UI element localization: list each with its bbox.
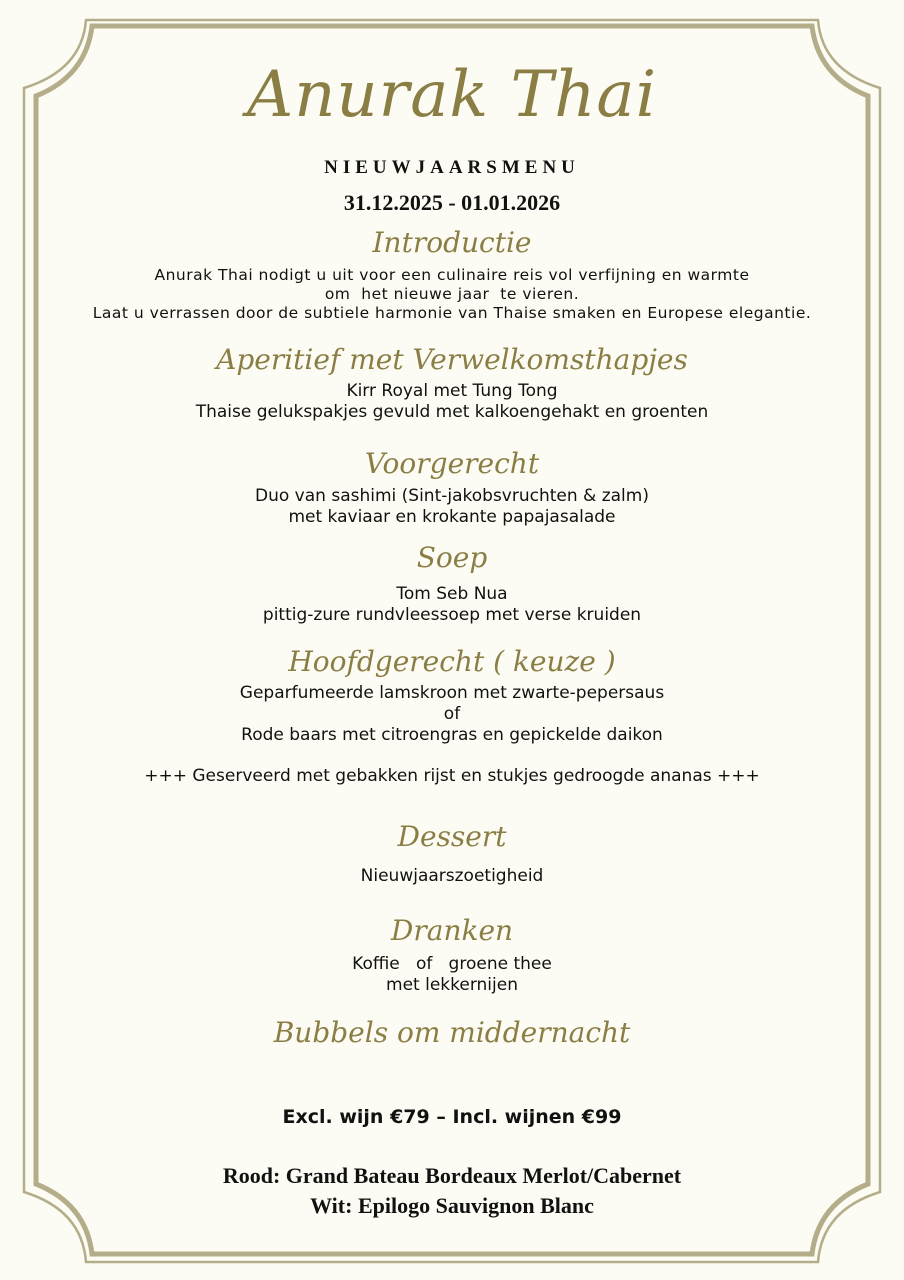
introduction-text	[0, 266, 904, 323]
menu-item: pittig-zure rundvleessoep met verse kruiden	[262, 605, 642, 625]
section-title-voorgerecht: Voorgerecht	[364, 447, 540, 480]
section-title-bubbels: Bubbels om middernacht	[273, 1016, 631, 1049]
menu-item: met lekkernijen	[386, 975, 518, 995]
section-title-introductie: Introductie	[372, 226, 532, 259]
menu-item: Geparfumeerde lamskroon met zwarte-pepersaus	[239, 683, 665, 703]
price-line: Excl. wijn €79 – Incl. wijnen €99	[282, 1106, 622, 1128]
section-title-hoofdgerecht: Hoofdgerecht ( keuze )	[288, 645, 616, 678]
section-title-dessert: Dessert	[397, 820, 507, 853]
section-title-dranken: Dranken	[390, 914, 514, 947]
menu-item: Rode baars met citroengras en gepickelde daikon	[241, 725, 663, 745]
menu-item: met kaviaar en krokante papajasalade	[288, 507, 616, 527]
menu-item: of	[443, 704, 461, 724]
dessert-items	[0, 866, 904, 887]
wine-list	[0, 1161, 904, 1221]
intro-line: om het nieuwe jaar te vieren.	[324, 285, 580, 303]
wine-red: Rood: Grand Bateau Bordeaux Merlot/Cabernet	[222, 1163, 682, 1188]
menu-item: Kirr Royal met Tung Tong	[346, 381, 558, 401]
intro-line: Anurak Thai nodigt u uit voor een culinaire reis vol verfijning en warmte	[154, 266, 750, 284]
menu-item: Thaise gelukspakjes gevuld met kalkoengehakt en groenten	[195, 402, 709, 422]
menu-item: Duo van sashimi (Sint-jakobsvruchten & zalm)	[255, 486, 649, 506]
soep-items	[0, 584, 904, 626]
voorgerecht-items	[0, 486, 904, 528]
wine-white: Wit: Epilogo Sauvignon Blanc	[310, 1193, 594, 1218]
intro-line: Laat u verrassen door de subtiele harmonie van Thaise smaken en Europese elegantie.	[92, 304, 812, 322]
menu-item: Koffie of groene thee	[352, 954, 552, 974]
hoofdgerecht-items	[0, 683, 904, 746]
section-title-aperitief: Aperitief met Verwelkomsthapjes	[216, 343, 688, 376]
menu-item: Nieuwjaarszoetigheid	[360, 866, 544, 886]
hoofdgerecht-note: +++ Geserveerd met gebakken rijst en stukjes gedroogde ananas +++	[144, 766, 760, 786]
menu-title: NIEUWJAARSMENU	[324, 157, 580, 178]
section-title-soep: Soep	[416, 541, 488, 574]
dranken-items	[0, 954, 904, 996]
menu-dates: 31.12.2025 - 01.01.2026	[343, 190, 561, 215]
restaurant-name: Anurak Thai	[246, 58, 658, 132]
menu-item: Tom Seb Nua	[396, 584, 508, 604]
aperitief-items	[0, 381, 904, 423]
